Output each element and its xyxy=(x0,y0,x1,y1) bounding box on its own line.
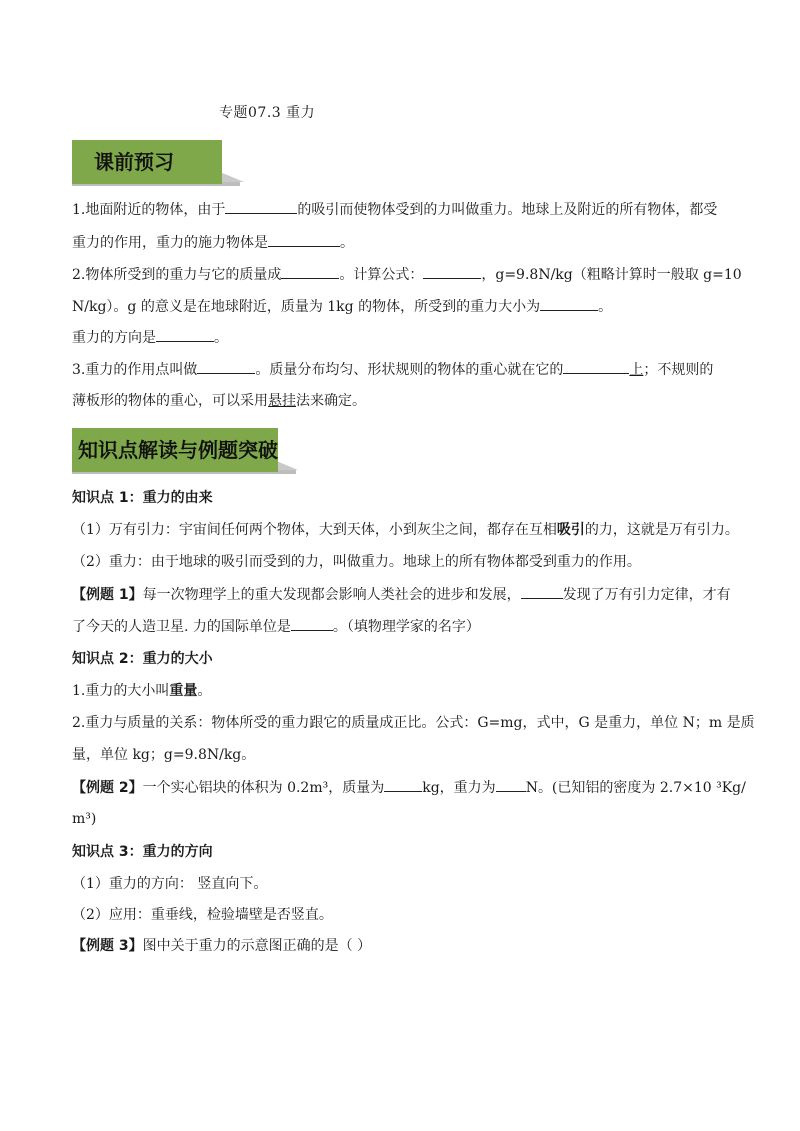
text: 的力，这就是万有引力。 xyxy=(584,522,739,538)
answer-blank xyxy=(521,584,563,599)
text: 。 xyxy=(598,299,613,315)
text: 上 xyxy=(629,362,644,378)
text: kg，重力为 xyxy=(422,780,496,796)
text: 薄板形的物体的重心，可以采用 xyxy=(72,393,268,409)
example-label: 【例题 1】 xyxy=(72,587,143,603)
preview-line-3 xyxy=(72,264,742,285)
text: 3.重力的作用点叫做 xyxy=(72,362,198,378)
section-banner-knowledge xyxy=(72,428,278,472)
text: N。(已知铝的密度为 2.7×10 ³Kg/ xyxy=(525,780,746,796)
text: 了今天的人造卫星. 力的国际单位是 xyxy=(72,619,291,635)
answer-blank xyxy=(225,199,297,214)
preview-line-6 xyxy=(72,359,713,380)
kp2-paragraph-2: 2.重力与质量的关系：物体所受的重力跟它的质量成正比。公式：G=mg，式中，G 是重力，单位 N；m 是质 xyxy=(72,715,755,731)
text: 图中关于重力的示意图正确的是（ ） xyxy=(142,938,372,954)
text: 。 xyxy=(197,683,212,699)
text: ，g=9.8N/kg（粗略计算时一般取 g=10 xyxy=(481,267,742,283)
answer-blank xyxy=(268,232,340,247)
text: 1.重力的大小叫 xyxy=(72,683,170,699)
answer-blank xyxy=(156,327,214,342)
answer-blank xyxy=(563,359,629,374)
text: 。（填物理学家的名字） xyxy=(332,619,480,635)
section-banner-preview xyxy=(72,140,222,184)
kp1-paragraph-1 xyxy=(72,520,739,540)
kp3-paragraph-1: （1）重力的方向： 竖直向下。 xyxy=(72,876,268,892)
text: 。 xyxy=(340,235,354,251)
preview-line-2 xyxy=(72,232,354,253)
example-2-cont: m³) xyxy=(72,811,97,827)
section-label: 知识点解读与例题突破 xyxy=(78,438,278,462)
text: 的吸引而使物体受到的力叫做重力。地球上及附近的所有物体，都受 xyxy=(297,202,718,218)
text: （1）万有引力：宇宙间任何两个物体，大到天体，小到灰尘之间，都存在互相 xyxy=(72,522,557,538)
preview-line-4 xyxy=(72,296,612,317)
kp3-paragraph-2: （2）应用：重垂线，检验墙壁是否竖直。 xyxy=(72,907,333,923)
text: N/kg）。g 的意义是在地球附近，质量为 1kg 的物体，所受到的重力大小为 xyxy=(72,299,541,315)
text: 法来确定。 xyxy=(296,393,366,409)
page-title: 专题07.3 重力 xyxy=(219,105,316,121)
banner-tail xyxy=(220,172,244,182)
answer-blank xyxy=(423,264,481,279)
example-label: 【例题 3】 xyxy=(72,938,143,954)
text: ；不规则的 xyxy=(643,362,714,378)
example-1 xyxy=(72,584,731,605)
text: 一个实心铝块的体积为 0.2m³，质量为 xyxy=(142,780,385,796)
kp2-paragraph-1 xyxy=(72,681,211,701)
preview-line-5 xyxy=(72,327,228,348)
knowledge-point-2-title: 知识点 2：重力的大小 xyxy=(72,651,213,667)
example-1-cont xyxy=(72,616,480,637)
answer-blank xyxy=(540,296,598,311)
example-3 xyxy=(72,936,371,956)
knowledge-point-1-title: 知识点 1：重力的由来 xyxy=(72,490,213,506)
answer-blank xyxy=(197,359,255,374)
knowledge-point-3-title: 知识点 3：重力的方向 xyxy=(72,844,213,860)
kp2-paragraph-3: 量，单位 kg；g=9.8N/kg。 xyxy=(72,747,256,763)
answer-blank xyxy=(281,264,339,279)
text: 重量 xyxy=(169,683,198,699)
answer-blank xyxy=(384,777,422,792)
text: 重力的作用，重力的施力物体是 xyxy=(72,235,268,251)
text: 吸引 xyxy=(556,522,585,538)
answer-blank xyxy=(291,616,333,631)
section-label: 课前预习 xyxy=(94,150,174,174)
text: 重力的方向是 xyxy=(72,330,156,346)
example-label: 【例题 2】 xyxy=(72,780,143,796)
text: 。 xyxy=(214,330,228,346)
text: 。质量分布均匀、形状规则的物体的重心就在它的 xyxy=(255,362,564,378)
answer-blank xyxy=(496,777,526,792)
kp1-paragraph-2: （2）重力：由于地球的吸引而受到的力，叫做重力。地球上的所有物体都受到重力的作用。 xyxy=(72,554,641,570)
preview-line-1 xyxy=(72,199,717,220)
text: 。计算公式： xyxy=(339,267,424,283)
text: 每一次物理学上的重大发现都会影响人类社会的进步和发展， xyxy=(142,587,521,603)
text: 2.物体所受到的重力与它的质量成 xyxy=(72,267,282,283)
text: 发现了万有引力定律，才有 xyxy=(562,587,731,603)
text: 悬挂 xyxy=(268,393,296,409)
preview-line-7 xyxy=(72,391,366,411)
example-2 xyxy=(72,777,746,798)
text: 1.地面附近的物体，由于 xyxy=(72,202,226,218)
